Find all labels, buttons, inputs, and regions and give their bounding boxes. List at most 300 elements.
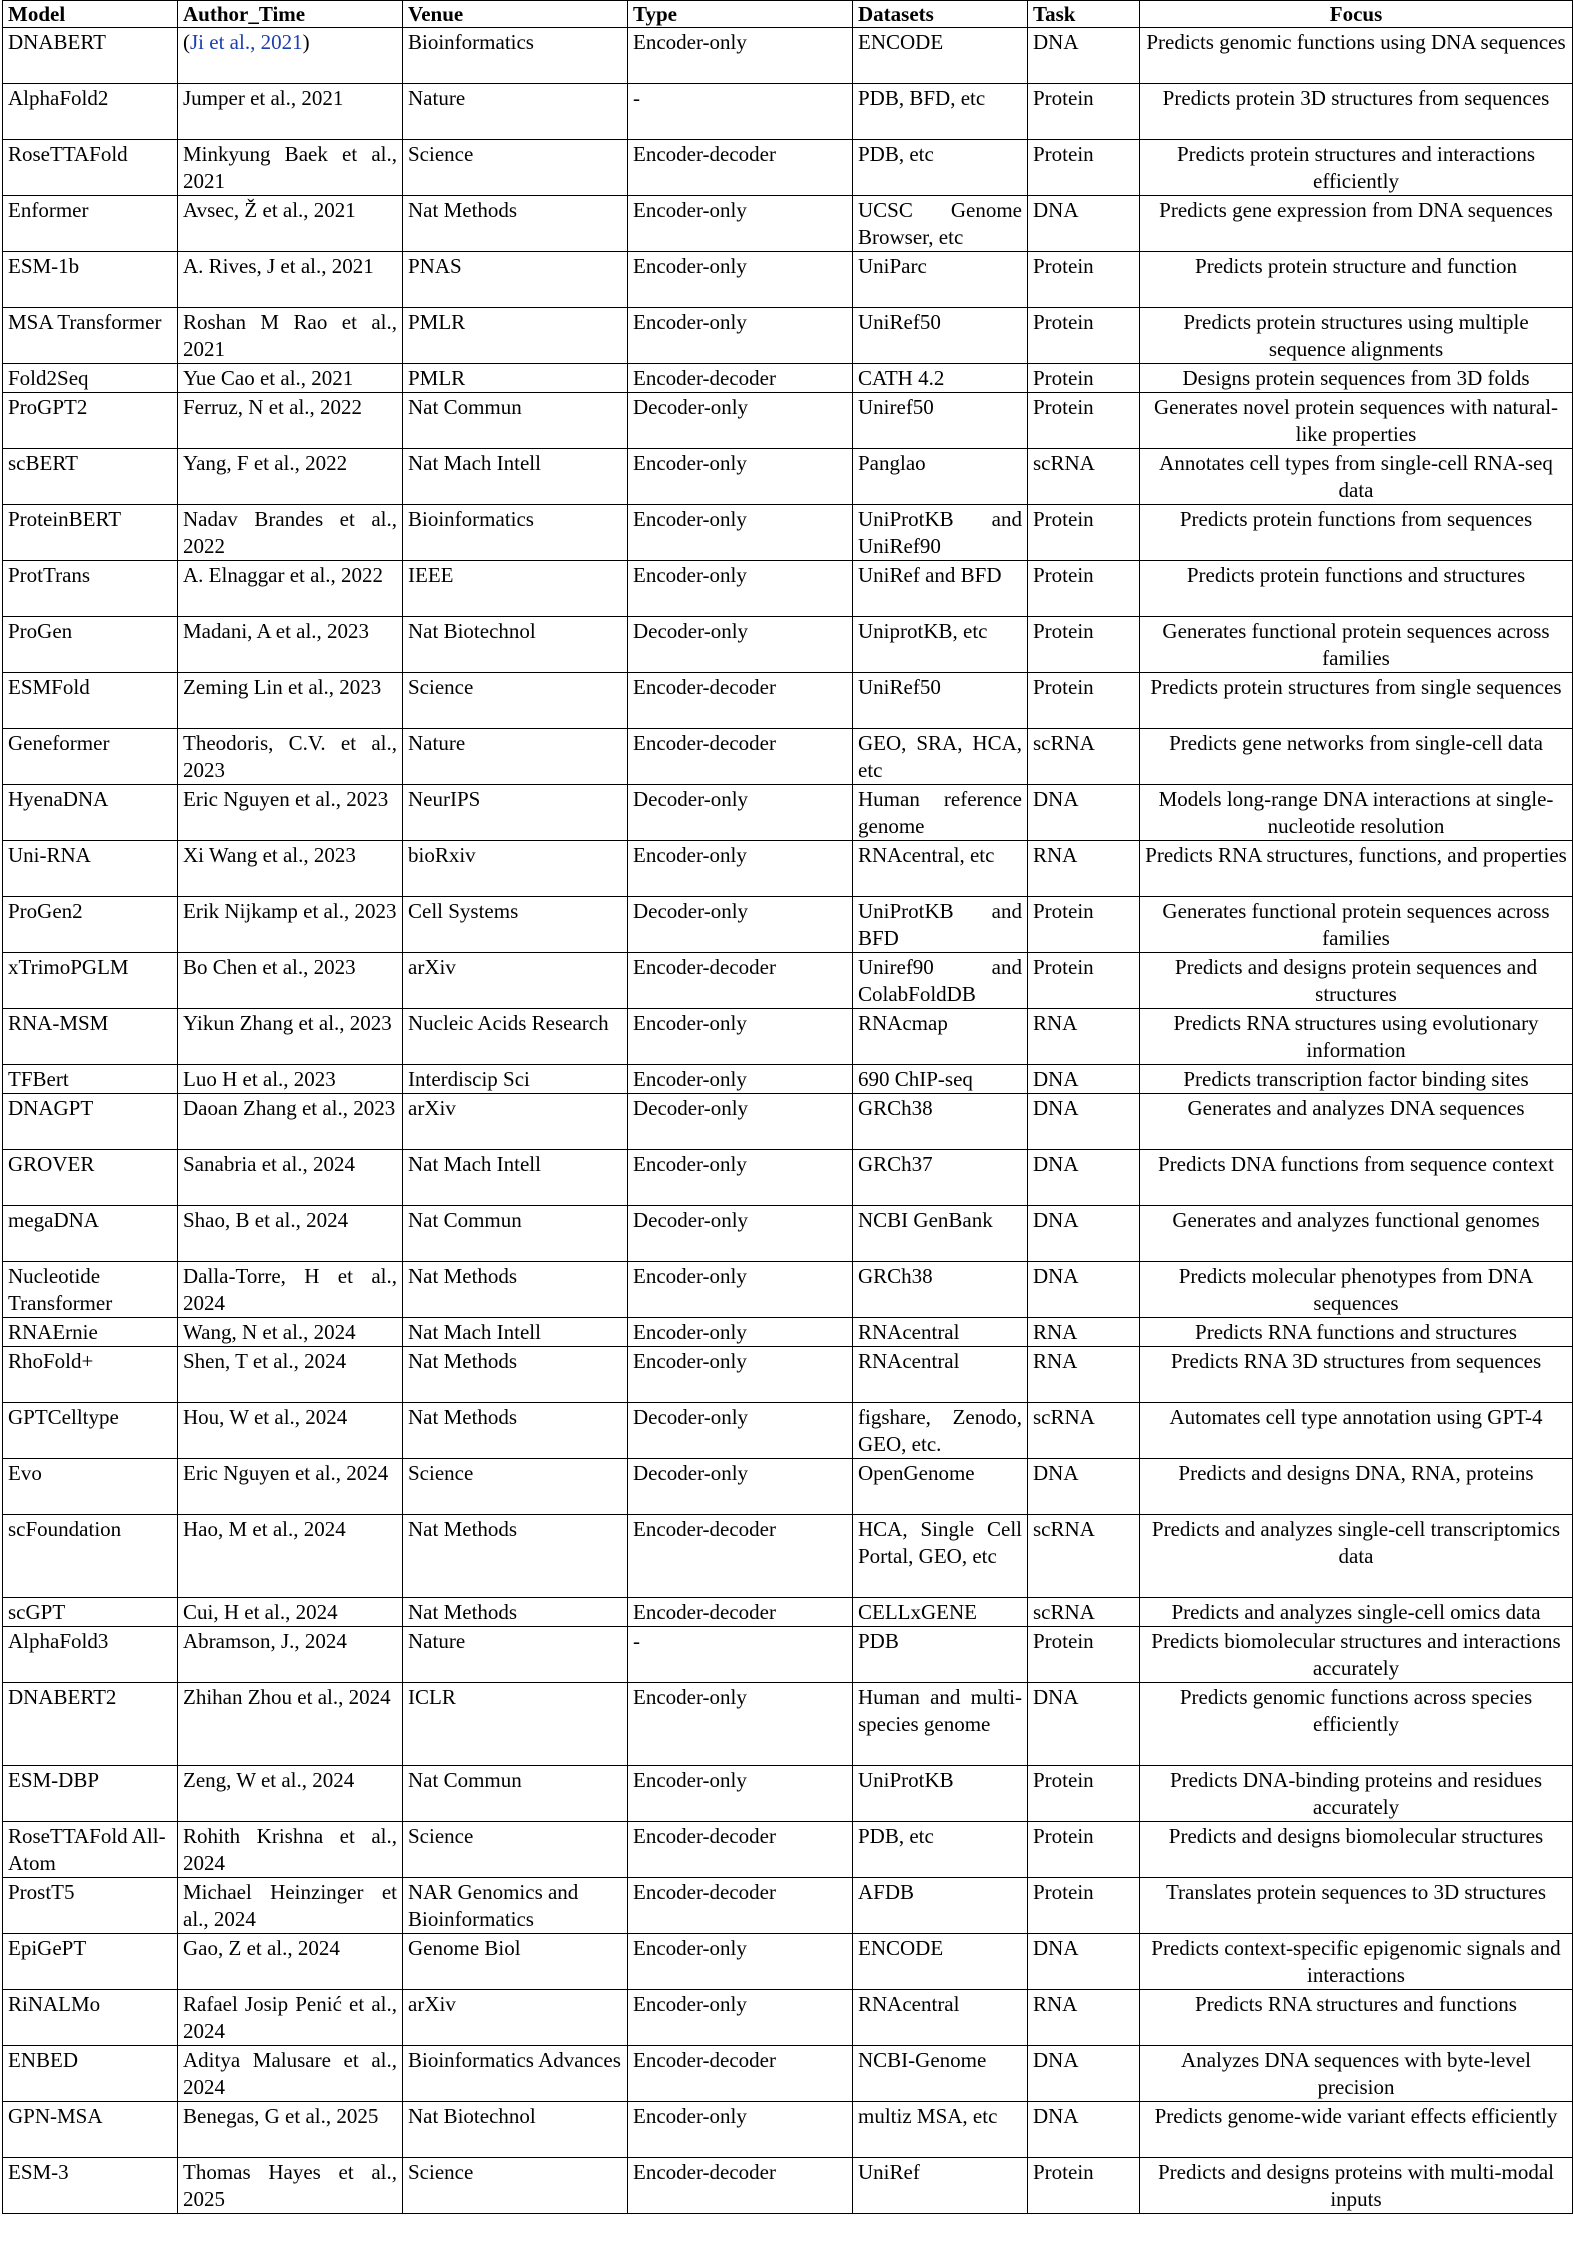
table-row bbox=[3, 1206, 1573, 1262]
table-row bbox=[3, 84, 1573, 140]
cell-focus: Predicts protein structures using multiple sequence alignments bbox=[1140, 308, 1573, 364]
table-row bbox=[3, 1347, 1573, 1403]
cell-author-time: Daoan Zhang et al., 2023 bbox=[178, 1094, 403, 1150]
cell-venue: Nat Methods bbox=[403, 1347, 628, 1403]
cell-model: RNAErnie bbox=[3, 1318, 178, 1347]
cell-focus: Predicts DNA functions from sequence context bbox=[1140, 1150, 1573, 1206]
cell-type: - bbox=[628, 84, 853, 140]
cell-focus: Predicts genome-wide variant effects efficiently bbox=[1140, 2102, 1573, 2158]
cell-author-time: Roshan M Rao et al., 2021 bbox=[178, 308, 403, 364]
table-row bbox=[3, 28, 1573, 84]
cell-type: Encoder-only bbox=[628, 1990, 853, 2046]
cell-model: TFBert bbox=[3, 1065, 178, 1094]
cell-venue: IEEE bbox=[403, 561, 628, 617]
cell-model: Evo bbox=[3, 1459, 178, 1515]
cell-model: GROVER bbox=[3, 1150, 178, 1206]
cell-type: Encoder-decoder bbox=[628, 2046, 853, 2102]
cell-type: Decoder-only bbox=[628, 785, 853, 841]
table-row bbox=[3, 1683, 1573, 1766]
table-row bbox=[3, 1627, 1573, 1683]
cell-model: megaDNA bbox=[3, 1206, 178, 1262]
cell-author-time: Jumper et al., 2021 bbox=[178, 84, 403, 140]
table-row bbox=[3, 1094, 1573, 1150]
cell-type: Encoder-only bbox=[628, 196, 853, 252]
cell-type: Encoder-decoder bbox=[628, 1515, 853, 1598]
cell-focus: Predicts gene networks from single-cell data bbox=[1140, 729, 1573, 785]
cell-venue: NeurIPS bbox=[403, 785, 628, 841]
table-row bbox=[3, 393, 1573, 449]
cell-type: Encoder-decoder bbox=[628, 673, 853, 729]
cell-task: Protein bbox=[1028, 561, 1140, 617]
cell-datasets: UniRef bbox=[853, 2158, 1028, 2214]
cell-datasets: UniProtKB and UniRef90 bbox=[853, 505, 1028, 561]
cell-venue: Nature bbox=[403, 1627, 628, 1683]
cell-author-time: Theodoris, C.V. et al., 2023 bbox=[178, 729, 403, 785]
cell-task: scRNA bbox=[1028, 1598, 1140, 1627]
cell-type: Encoder-only bbox=[628, 1934, 853, 1990]
cell-task: DNA bbox=[1028, 785, 1140, 841]
cell-type: Decoder-only bbox=[628, 1403, 853, 1459]
cell-datasets: PDB, etc bbox=[853, 140, 1028, 196]
cell-task: DNA bbox=[1028, 2102, 1140, 2158]
cell-model: ProGPT2 bbox=[3, 393, 178, 449]
cell-datasets: PDB bbox=[853, 1627, 1028, 1683]
cell-focus: Generates and analyzes DNA sequences bbox=[1140, 1094, 1573, 1150]
table-row bbox=[3, 785, 1573, 841]
cell-model: Fold2Seq bbox=[3, 364, 178, 393]
cell-model: ProGen2 bbox=[3, 897, 178, 953]
cell-datasets: multiz MSA, etc bbox=[853, 2102, 1028, 2158]
cell-venue: Nat Commun bbox=[403, 1766, 628, 1822]
cell-type: Decoder-only bbox=[628, 1459, 853, 1515]
cell-type: Decoder-only bbox=[628, 617, 853, 673]
cell-author-time: Yang, F et al., 2022 bbox=[178, 449, 403, 505]
cell-datasets: UCSC Genome Browser, etc bbox=[853, 196, 1028, 252]
table-row bbox=[3, 841, 1573, 897]
cell-author-time: Luo H et al., 2023 bbox=[178, 1065, 403, 1094]
cell-datasets: UniProtKB and BFD bbox=[853, 897, 1028, 953]
cell-venue: Nat Mach Intell bbox=[403, 1318, 628, 1347]
cell-task: RNA bbox=[1028, 1009, 1140, 1065]
cell-author-time: Eric Nguyen et al., 2023 bbox=[178, 785, 403, 841]
header-venue: Venue bbox=[403, 1, 628, 28]
table-row bbox=[3, 953, 1573, 1009]
header-type: Type bbox=[628, 1, 853, 28]
cell-datasets: GEO, SRA, HCA, etc bbox=[853, 729, 1028, 785]
cell-datasets: UniRef and BFD bbox=[853, 561, 1028, 617]
cell-type: Decoder-only bbox=[628, 1094, 853, 1150]
table-header-row bbox=[3, 1, 1573, 28]
cell-venue: NAR Genomics and Bioinformatics bbox=[403, 1878, 628, 1934]
cell-task: Protein bbox=[1028, 84, 1140, 140]
cell-venue: Nat Methods bbox=[403, 1598, 628, 1627]
table-row bbox=[3, 561, 1573, 617]
cell-task: scRNA bbox=[1028, 1403, 1140, 1459]
cell-focus: Predicts protein structures from single sequences bbox=[1140, 673, 1573, 729]
table-row bbox=[3, 1065, 1573, 1094]
cell-datasets: UniProtKB bbox=[853, 1766, 1028, 1822]
cell-author-time: Hou, W et al., 2024 bbox=[178, 1403, 403, 1459]
cell-focus: Predicts genomic functions across species efficiently bbox=[1140, 1683, 1573, 1766]
cell-model: Nucleotide Transformer bbox=[3, 1262, 178, 1318]
cell-datasets: UniprotKB, etc bbox=[853, 617, 1028, 673]
cell-task: DNA bbox=[1028, 1683, 1140, 1766]
cell-venue: Nature bbox=[403, 84, 628, 140]
cell-model: scGPT bbox=[3, 1598, 178, 1627]
cell-datasets: ENCODE bbox=[853, 28, 1028, 84]
table-row bbox=[3, 308, 1573, 364]
cell-task: scRNA bbox=[1028, 1515, 1140, 1598]
cell-venue: Cell Systems bbox=[403, 897, 628, 953]
cell-task: Protein bbox=[1028, 897, 1140, 953]
cell-task: scRNA bbox=[1028, 449, 1140, 505]
table-row bbox=[3, 1766, 1573, 1822]
cell-datasets: UniRef50 bbox=[853, 673, 1028, 729]
cell-task: Protein bbox=[1028, 953, 1140, 1009]
cell-datasets: figshare, Zenodo, GEO, etc. bbox=[853, 1403, 1028, 1459]
cell-model: AlphaFold3 bbox=[3, 1627, 178, 1683]
cell-focus: Generates novel protein sequences with natural-like properties bbox=[1140, 393, 1573, 449]
cell-author-time: Ferruz, N et al., 2022 bbox=[178, 393, 403, 449]
cell-type: Encoder-only bbox=[628, 252, 853, 308]
cell-venue: Nat Methods bbox=[403, 196, 628, 252]
cell-task: Protein bbox=[1028, 364, 1140, 393]
cell-model: DNABERT bbox=[3, 28, 178, 84]
cell-datasets: UniRef50 bbox=[853, 308, 1028, 364]
cell-focus: Predicts molecular phenotypes from DNA sequences bbox=[1140, 1262, 1573, 1318]
cell-focus: Predicts genomic functions using DNA sequences bbox=[1140, 28, 1573, 84]
cell-model: GPTCelltype bbox=[3, 1403, 178, 1459]
cell-task: Protein bbox=[1028, 1627, 1140, 1683]
cell-focus: Predicts and designs DNA, RNA, proteins bbox=[1140, 1459, 1573, 1515]
cell-datasets: RNAcmap bbox=[853, 1009, 1028, 1065]
cell-author-time: Xi Wang et al., 2023 bbox=[178, 841, 403, 897]
cell-focus: Annotates cell types from single-cell RNA-seq data bbox=[1140, 449, 1573, 505]
table-row bbox=[3, 2046, 1573, 2102]
cell-focus: Generates functional protein sequences across families bbox=[1140, 897, 1573, 953]
table-row bbox=[3, 897, 1573, 953]
cell-author-time: Zhihan Zhou et al., 2024 bbox=[178, 1683, 403, 1766]
cell-datasets: GRCh37 bbox=[853, 1150, 1028, 1206]
cell-model: AlphaFold2 bbox=[3, 84, 178, 140]
cell-type: Decoder-only bbox=[628, 897, 853, 953]
cell-datasets: GRCh38 bbox=[853, 1094, 1028, 1150]
cell-model: RoseTTAFold bbox=[3, 140, 178, 196]
cell-model: ProteinBERT bbox=[3, 505, 178, 561]
cell-venue: Nat Mach Intell bbox=[403, 449, 628, 505]
cell-focus: Predicts protein 3D structures from sequences bbox=[1140, 84, 1573, 140]
cell-venue: arXiv bbox=[403, 953, 628, 1009]
cell-focus: Designs protein sequences from 3D folds bbox=[1140, 364, 1573, 393]
cell-venue: Bioinformatics bbox=[403, 28, 628, 84]
foundation-models-table bbox=[2, 0, 1573, 2214]
cell-type: Encoder-only bbox=[628, 449, 853, 505]
cell-author-time: Gao, Z et al., 2024 bbox=[178, 1934, 403, 1990]
cell-author-time bbox=[178, 28, 403, 84]
cell-author-time: Dalla-Torre, H et al., 2024 bbox=[178, 1262, 403, 1318]
cell-model: Geneformer bbox=[3, 729, 178, 785]
cell-author-time: Nadav Brandes et al., 2022 bbox=[178, 505, 403, 561]
cell-datasets: Uniref90 and ColabFoldDB bbox=[853, 953, 1028, 1009]
cell-model: EpiGePT bbox=[3, 1934, 178, 1990]
header-focus: Focus bbox=[1140, 1, 1573, 28]
table-row bbox=[3, 364, 1573, 393]
cell-task: DNA bbox=[1028, 2046, 1140, 2102]
table-row bbox=[3, 1822, 1573, 1878]
cell-datasets: 690 ChIP-seq bbox=[853, 1065, 1028, 1094]
cell-venue: Nat Mach Intell bbox=[403, 1150, 628, 1206]
models-table-container bbox=[2, 0, 1572, 2214]
cell-focus: Models long-range DNA interactions at single-nucleotide resolution bbox=[1140, 785, 1573, 841]
cell-datasets: AFDB bbox=[853, 1878, 1028, 1934]
cell-model: DNAGPT bbox=[3, 1094, 178, 1150]
cell-type: Encoder-decoder bbox=[628, 2158, 853, 2214]
table-row bbox=[3, 449, 1573, 505]
cell-focus: Predicts RNA functions and structures bbox=[1140, 1318, 1573, 1347]
cell-venue: Nat Biotechnol bbox=[403, 617, 628, 673]
cell-author-time: Benegas, G et al., 2025 bbox=[178, 2102, 403, 2158]
cell-author-time: Wang, N et al., 2024 bbox=[178, 1318, 403, 1347]
cell-venue: Science bbox=[403, 2158, 628, 2214]
table-row bbox=[3, 1515, 1573, 1598]
cell-type: Encoder-decoder bbox=[628, 1878, 853, 1934]
cell-focus: Predicts protein functions from sequences bbox=[1140, 505, 1573, 561]
cell-model: ESM-DBP bbox=[3, 1766, 178, 1822]
cell-author-time: Rafael Josip Penić et al., 2024 bbox=[178, 1990, 403, 2046]
cell-venue: Nucleic Acids Research bbox=[403, 1009, 628, 1065]
cell-author-time: Sanabria et al., 2024 bbox=[178, 1150, 403, 1206]
cell-focus: Predicts biomolecular structures and interactions accurately bbox=[1140, 1627, 1573, 1683]
cell-datasets: RNAcentral bbox=[853, 1318, 1028, 1347]
cell-venue: Nat Methods bbox=[403, 1403, 628, 1459]
cell-task: Protein bbox=[1028, 1766, 1140, 1822]
cell-focus: Predicts and designs proteins with multi-modal inputs bbox=[1140, 2158, 1573, 2214]
table-row bbox=[3, 1459, 1573, 1515]
cell-venue: ICLR bbox=[403, 1683, 628, 1766]
cell-author-time: A. Rives, J et al., 2021 bbox=[178, 252, 403, 308]
cell-author-time: Erik Nijkamp et al., 2023 bbox=[178, 897, 403, 953]
cell-author-time: Yikun Zhang et al., 2023 bbox=[178, 1009, 403, 1065]
cell-focus: Translates protein sequences to 3D structures bbox=[1140, 1878, 1573, 1934]
cell-type: Encoder-decoder bbox=[628, 140, 853, 196]
cell-model: scBERT bbox=[3, 449, 178, 505]
cell-task: RNA bbox=[1028, 1347, 1140, 1403]
cell-author-time: Zeming Lin et al., 2023 bbox=[178, 673, 403, 729]
cell-datasets: UniParc bbox=[853, 252, 1028, 308]
table-row bbox=[3, 1990, 1573, 2046]
cell-task: Protein bbox=[1028, 673, 1140, 729]
cell-type: Encoder-only bbox=[628, 561, 853, 617]
cell-focus: Predicts RNA structures, functions, and properties bbox=[1140, 841, 1573, 897]
cell-datasets: PDB, BFD, etc bbox=[853, 84, 1028, 140]
cell-task: Protein bbox=[1028, 1878, 1140, 1934]
cell-focus: Predicts RNA 3D structures from sequences bbox=[1140, 1347, 1573, 1403]
cell-author-time: Abramson, J., 2024 bbox=[178, 1627, 403, 1683]
cell-datasets: NCBI GenBank bbox=[853, 1206, 1028, 1262]
cell-venue: arXiv bbox=[403, 1990, 628, 2046]
cell-focus: Automates cell type annotation using GPT-4 bbox=[1140, 1403, 1573, 1459]
table-row bbox=[3, 1262, 1573, 1318]
table-row bbox=[3, 1318, 1573, 1347]
cell-venue: PMLR bbox=[403, 308, 628, 364]
cell-model: RoseTTAFold All-Atom bbox=[3, 1822, 178, 1878]
cell-datasets: RNAcentral, etc bbox=[853, 841, 1028, 897]
cell-venue: Science bbox=[403, 1459, 628, 1515]
table-row bbox=[3, 617, 1573, 673]
cell-type: Encoder-only bbox=[628, 308, 853, 364]
table-row bbox=[3, 505, 1573, 561]
cell-model: GPN-MSA bbox=[3, 2102, 178, 2158]
cell-author-time: Shen, T et al., 2024 bbox=[178, 1347, 403, 1403]
cell-focus: Predicts RNA structures using evolutionary information bbox=[1140, 1009, 1573, 1065]
cell-venue: Nat Methods bbox=[403, 1262, 628, 1318]
cell-model: RiNALMo bbox=[3, 1990, 178, 2046]
header-author-time: Author_Time bbox=[178, 1, 403, 28]
cell-type: Encoder-decoder bbox=[628, 953, 853, 1009]
cell-model: DNABERT2 bbox=[3, 1683, 178, 1766]
cell-model: Uni-RNA bbox=[3, 841, 178, 897]
citation-close-paren: ) bbox=[302, 30, 310, 54]
cell-focus: Predicts context-specific epigenomic signals and interactions bbox=[1140, 1934, 1573, 1990]
cell-venue: Science bbox=[403, 1822, 628, 1878]
citation-open-paren: ( bbox=[183, 30, 190, 54]
cell-task: DNA bbox=[1028, 1459, 1140, 1515]
cell-focus: Predicts and designs protein sequences and structures bbox=[1140, 953, 1573, 1009]
cell-venue: Bioinformatics bbox=[403, 505, 628, 561]
cell-task: DNA bbox=[1028, 1206, 1140, 1262]
cell-focus: Predicts and analyzes single-cell transcriptomics data bbox=[1140, 1515, 1573, 1598]
cell-venue: arXiv bbox=[403, 1094, 628, 1150]
citation-link[interactable]: Ji et al., 2021 bbox=[190, 30, 303, 54]
cell-focus: Predicts and analyzes single-cell omics data bbox=[1140, 1598, 1573, 1627]
table-row bbox=[3, 673, 1573, 729]
cell-focus: Predicts transcription factor binding sites bbox=[1140, 1065, 1573, 1094]
cell-author-time: Cui, H et al., 2024 bbox=[178, 1598, 403, 1627]
cell-model: HyenaDNA bbox=[3, 785, 178, 841]
cell-venue: Nat Commun bbox=[403, 1206, 628, 1262]
cell-datasets: CELLxGENE bbox=[853, 1598, 1028, 1627]
cell-venue: PNAS bbox=[403, 252, 628, 308]
cell-type: - bbox=[628, 1627, 853, 1683]
cell-focus: Generates and analyzes functional genomes bbox=[1140, 1206, 1573, 1262]
cell-datasets: ENCODE bbox=[853, 1934, 1028, 1990]
cell-focus: Predicts gene expression from DNA sequences bbox=[1140, 196, 1573, 252]
cell-type: Decoder-only bbox=[628, 1206, 853, 1262]
table-body bbox=[3, 28, 1573, 2214]
cell-venue: Nat Commun bbox=[403, 393, 628, 449]
cell-model: Enformer bbox=[3, 196, 178, 252]
cell-datasets: RNAcentral bbox=[853, 1347, 1028, 1403]
cell-author-time: Michael Heinzinger et al., 2024 bbox=[178, 1878, 403, 1934]
cell-task: Protein bbox=[1028, 140, 1140, 196]
cell-model: ENBED bbox=[3, 2046, 178, 2102]
cell-author-time: Avsec, Ž et al., 2021 bbox=[178, 196, 403, 252]
cell-venue: Nat Biotechnol bbox=[403, 2102, 628, 2158]
cell-datasets: Human and multi-species genome bbox=[853, 1683, 1028, 1766]
table-row bbox=[3, 1878, 1573, 1934]
cell-task: DNA bbox=[1028, 1262, 1140, 1318]
cell-venue: bioRxiv bbox=[403, 841, 628, 897]
cell-model: ESM-1b bbox=[3, 252, 178, 308]
cell-task: Protein bbox=[1028, 617, 1140, 673]
header-task: Task bbox=[1028, 1, 1140, 28]
cell-model: ProstT5 bbox=[3, 1878, 178, 1934]
table-row bbox=[3, 1009, 1573, 1065]
cell-datasets: Uniref50 bbox=[853, 393, 1028, 449]
cell-type: Encoder-decoder bbox=[628, 1598, 853, 1627]
cell-task: Protein bbox=[1028, 308, 1140, 364]
cell-author-time: Shao, B et al., 2024 bbox=[178, 1206, 403, 1262]
cell-task: DNA bbox=[1028, 196, 1140, 252]
cell-task: DNA bbox=[1028, 28, 1140, 84]
cell-task: DNA bbox=[1028, 1934, 1140, 1990]
table-row bbox=[3, 1934, 1573, 1990]
cell-type: Encoder-only bbox=[628, 1262, 853, 1318]
table-row bbox=[3, 2158, 1573, 2214]
cell-task: DNA bbox=[1028, 1094, 1140, 1150]
cell-task: RNA bbox=[1028, 1318, 1140, 1347]
cell-type: Encoder-only bbox=[628, 1683, 853, 1766]
cell-venue: PMLR bbox=[403, 364, 628, 393]
cell-datasets: OpenGenome bbox=[853, 1459, 1028, 1515]
cell-type: Encoder-only bbox=[628, 1065, 853, 1094]
cell-datasets: NCBI-Genome bbox=[853, 2046, 1028, 2102]
cell-author-time: Madani, A et al., 2023 bbox=[178, 617, 403, 673]
table-row bbox=[3, 729, 1573, 785]
cell-task: Protein bbox=[1028, 1822, 1140, 1878]
cell-venue: Interdiscip Sci bbox=[403, 1065, 628, 1094]
cell-focus: Generates functional protein sequences across families bbox=[1140, 617, 1573, 673]
cell-model: ESMFold bbox=[3, 673, 178, 729]
cell-type: Encoder-only bbox=[628, 28, 853, 84]
cell-task: Protein bbox=[1028, 2158, 1140, 2214]
cell-datasets: RNAcentral bbox=[853, 1990, 1028, 2046]
table-row bbox=[3, 1598, 1573, 1627]
cell-task: scRNA bbox=[1028, 729, 1140, 785]
cell-type: Encoder-only bbox=[628, 505, 853, 561]
cell-author-time: Minkyung Baek et al., 2021 bbox=[178, 140, 403, 196]
table-row bbox=[3, 1403, 1573, 1459]
cell-datasets: CATH 4.2 bbox=[853, 364, 1028, 393]
cell-focus: Predicts RNA structures and functions bbox=[1140, 1990, 1573, 2046]
cell-author-time: A. Elnaggar et al., 2022 bbox=[178, 561, 403, 617]
cell-model: MSA Transformer bbox=[3, 308, 178, 364]
cell-focus: Analyzes DNA sequences with byte-level precision bbox=[1140, 2046, 1573, 2102]
table-row bbox=[3, 2102, 1573, 2158]
cell-model: ProGen bbox=[3, 617, 178, 673]
cell-focus: Predicts protein functions and structures bbox=[1140, 561, 1573, 617]
cell-type: Decoder-only bbox=[628, 393, 853, 449]
cell-focus: Predicts and designs biomolecular structures bbox=[1140, 1822, 1573, 1878]
cell-type: Encoder-decoder bbox=[628, 364, 853, 393]
cell-task: Protein bbox=[1028, 252, 1140, 308]
cell-type: Encoder-only bbox=[628, 1318, 853, 1347]
cell-venue: Science bbox=[403, 673, 628, 729]
cell-author-time: Thomas Hayes et al., 2025 bbox=[178, 2158, 403, 2214]
cell-task: RNA bbox=[1028, 1990, 1140, 2046]
cell-datasets: Panglao bbox=[853, 449, 1028, 505]
cell-author-time: Zeng, W et al., 2024 bbox=[178, 1766, 403, 1822]
cell-focus: Predicts protein structures and interactions efficiently bbox=[1140, 140, 1573, 196]
cell-author-time: Rohith Krishna et al., 2024 bbox=[178, 1822, 403, 1878]
cell-author-time: Bo Chen et al., 2023 bbox=[178, 953, 403, 1009]
cell-author-time: Yue Cao et al., 2021 bbox=[178, 364, 403, 393]
cell-author-time: Aditya Malusare et al., 2024 bbox=[178, 2046, 403, 2102]
cell-focus: Predicts DNA-binding proteins and residues accurately bbox=[1140, 1766, 1573, 1822]
cell-type: Encoder-only bbox=[628, 1766, 853, 1822]
cell-task: RNA bbox=[1028, 841, 1140, 897]
cell-type: Encoder-only bbox=[628, 841, 853, 897]
